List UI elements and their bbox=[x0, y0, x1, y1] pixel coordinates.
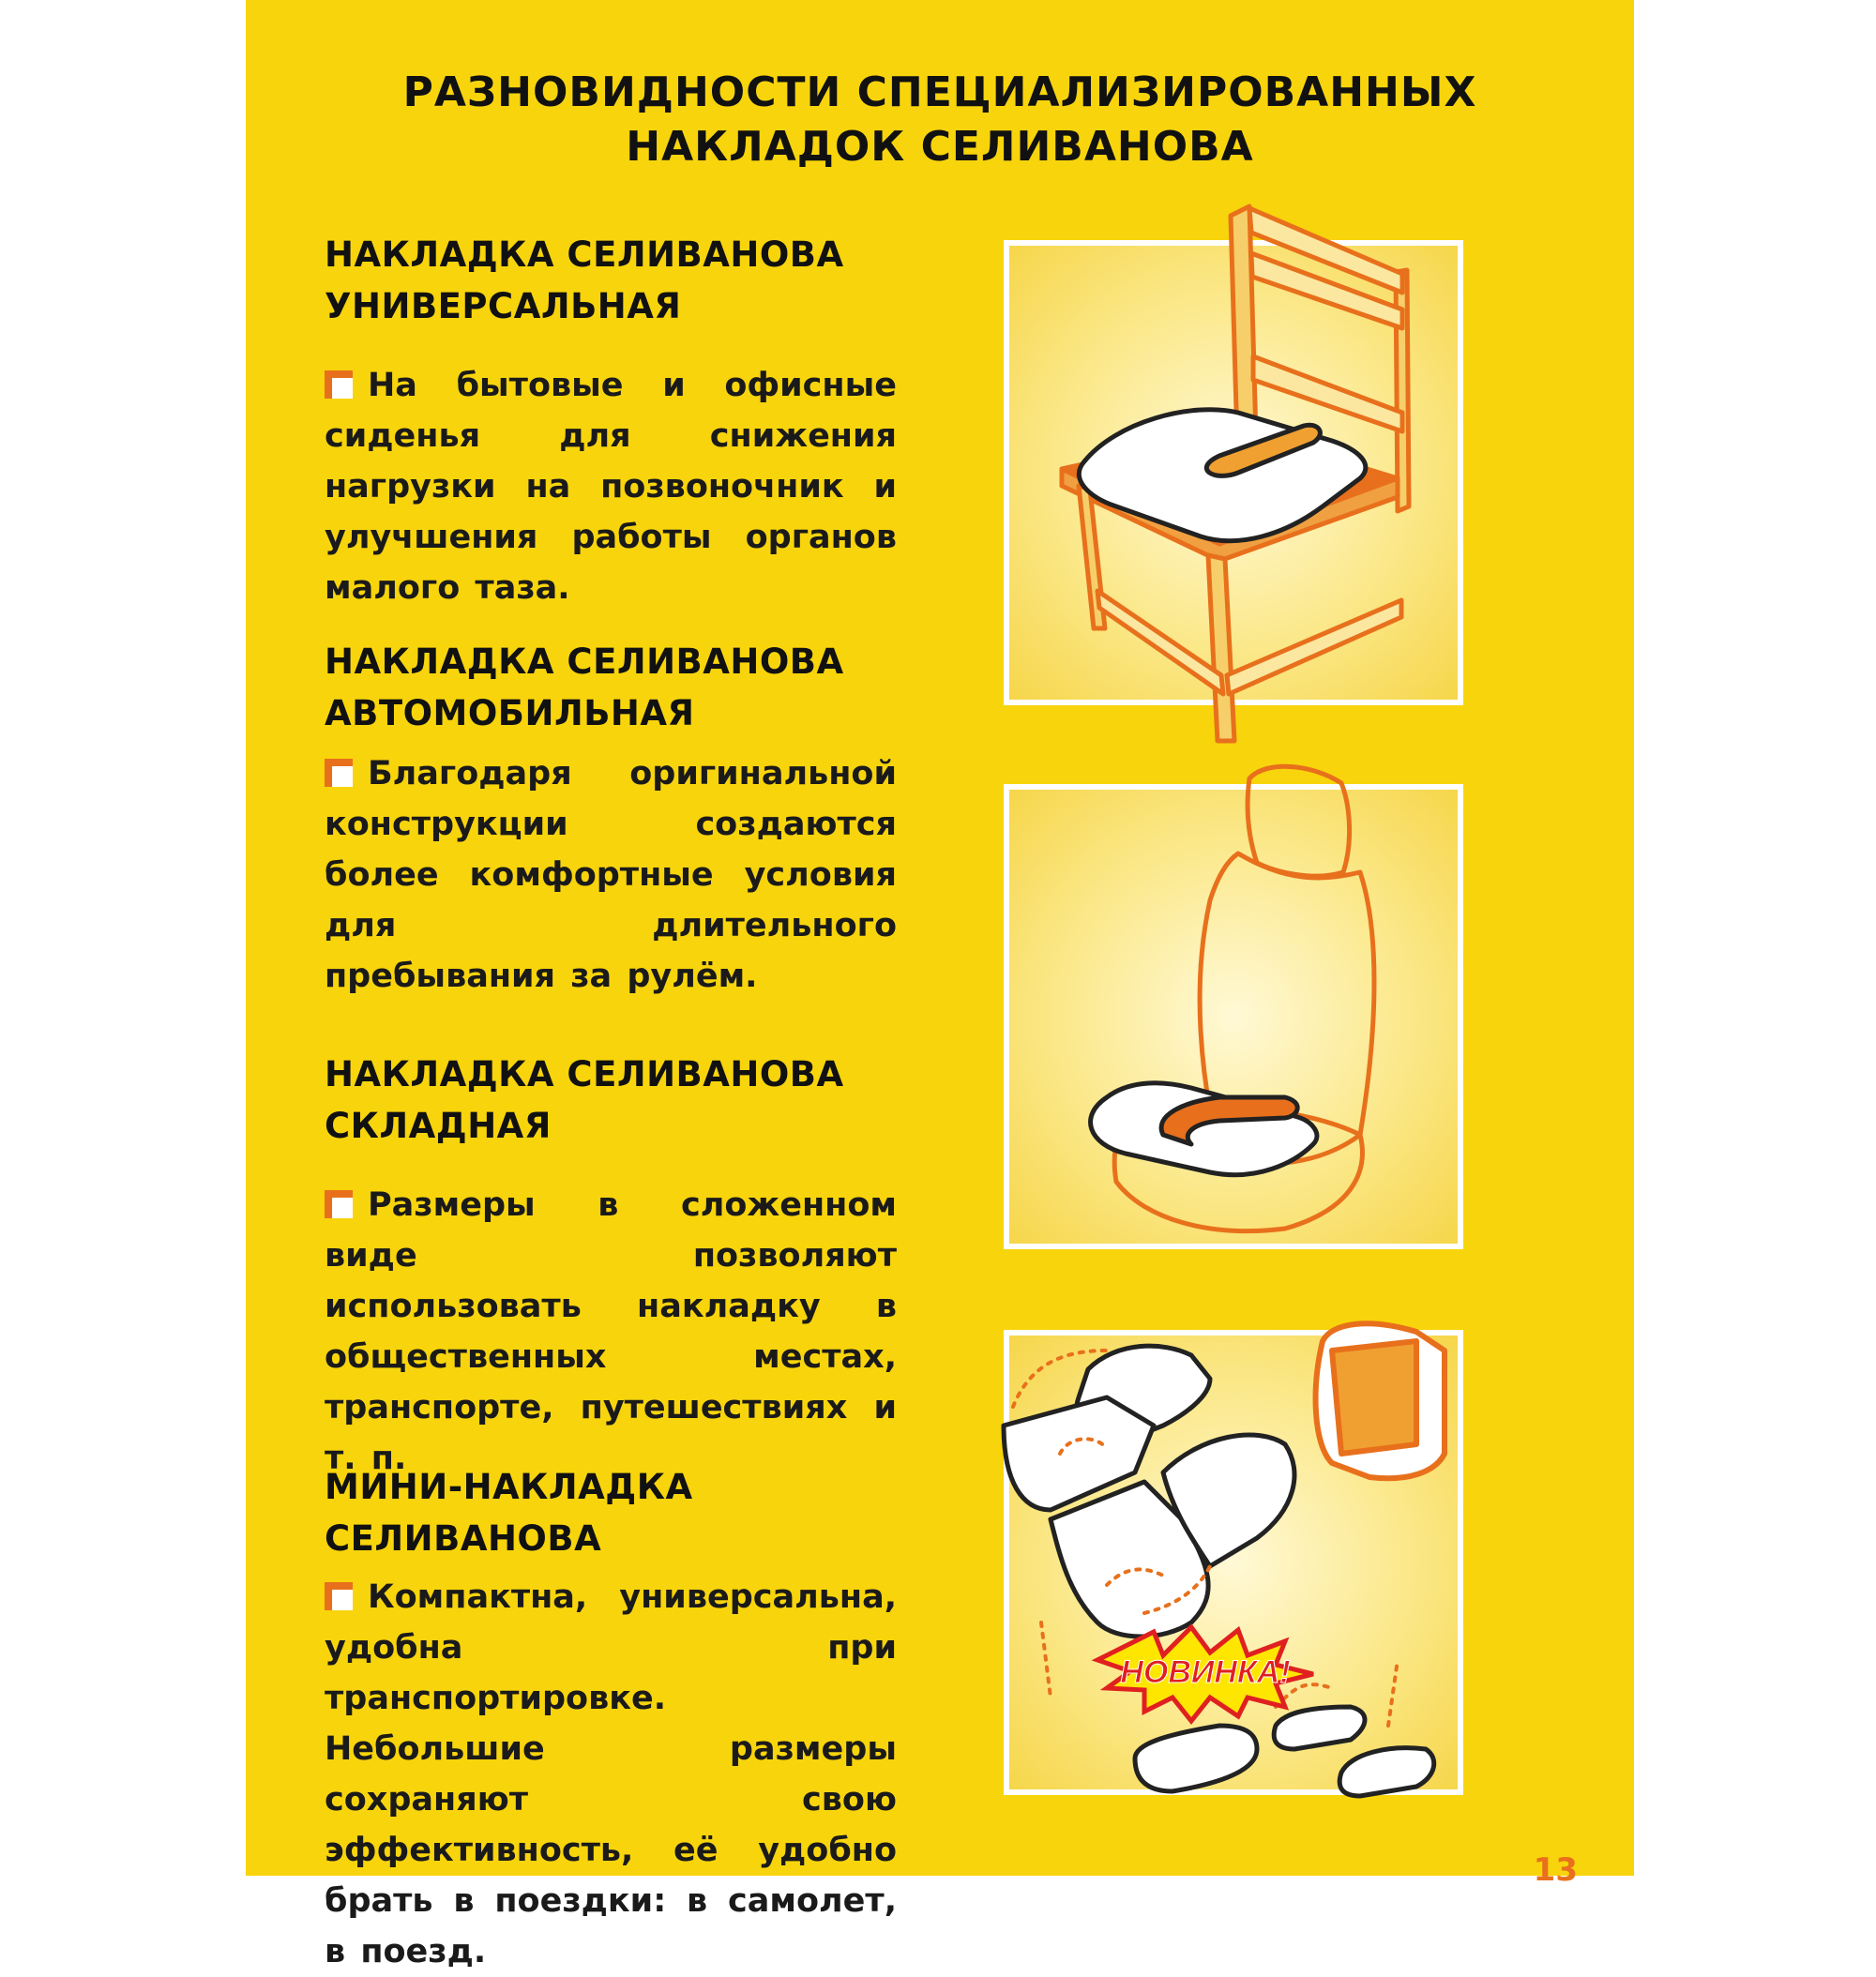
section-heading-line-2: СКЛАДНАЯ bbox=[325, 1106, 552, 1146]
section-heading-line-2: УНИВЕРСАЛЬНАЯ bbox=[325, 286, 682, 326]
section-heading bbox=[325, 1049, 897, 1152]
section-heading bbox=[325, 636, 897, 739]
section-heading-line-1: НАКЛАДКА СЕЛИВАНОВА bbox=[325, 641, 844, 682]
folding-cushion-icon bbox=[976, 1285, 1501, 1857]
page-number: 13 bbox=[1533, 1851, 1578, 1889]
section-text-block bbox=[325, 748, 897, 1002]
orange-corner-square-icon bbox=[325, 370, 353, 399]
section-heading-line-1: НАКЛАДКА СЕЛИВАНОВА bbox=[325, 234, 844, 275]
section-heading bbox=[325, 229, 897, 332]
chair-icon bbox=[1004, 188, 1473, 750]
page-title-line-1: РАЗНОВИДНОСТИ СПЕЦИАЛИЗИРОВАННЫХ bbox=[402, 68, 1477, 116]
new-badge-text: НОВИНКА! bbox=[1120, 1654, 1291, 1690]
car-seat-icon bbox=[1004, 741, 1473, 1266]
section-heading-line-1: НАКЛАДКА СЕЛИВАНОВА bbox=[325, 1054, 844, 1094]
orange-corner-square-icon bbox=[325, 1582, 353, 1610]
section-heading-line-1: МИНИ-НАКЛАДКА bbox=[325, 1467, 693, 1507]
section-text: На бытовые и офисные сиденья для снижения нагрузки на позвоночник и улучшения работы органов малого таза. bbox=[325, 367, 897, 607]
section-folding bbox=[325, 1049, 897, 1484]
brochure-page bbox=[246, 0, 1634, 1970]
page-title bbox=[246, 66, 1634, 174]
section-automobile bbox=[325, 636, 897, 1002]
section-text-block bbox=[325, 360, 897, 613]
section-text: Размеры в сложенном виде позволяют использовать накладку в общественных местах, транспорте, путешествиях и т. п. bbox=[325, 1186, 897, 1477]
section-heading-line-2: АВТОМОБИЛЬНАЯ bbox=[325, 693, 695, 733]
section-text: Компактна, универсальна, удобна при транспортировке. Небольшие размеры сохраняют свою эффективность, её удобно брать в поездки: в самолет, в поезд. bbox=[325, 1578, 897, 1970]
orange-corner-square-icon bbox=[325, 759, 353, 787]
section-mini bbox=[325, 1461, 897, 1977]
section-universal bbox=[325, 229, 897, 613]
section-heading bbox=[325, 1461, 897, 1564]
page-title-line-2: НАКЛАДОК СЕЛИВАНОВА bbox=[626, 123, 1254, 171]
section-text-block bbox=[325, 1180, 897, 1484]
section-text: Благодаря оригинальной конструкции создаются более комфортные условия для длительного пребывания за рулём. bbox=[325, 755, 897, 995]
section-text-block bbox=[325, 1572, 897, 1977]
section-heading-line-2: СЕЛИВАНОВА bbox=[325, 1518, 602, 1559]
orange-corner-square-icon bbox=[325, 1190, 353, 1218]
